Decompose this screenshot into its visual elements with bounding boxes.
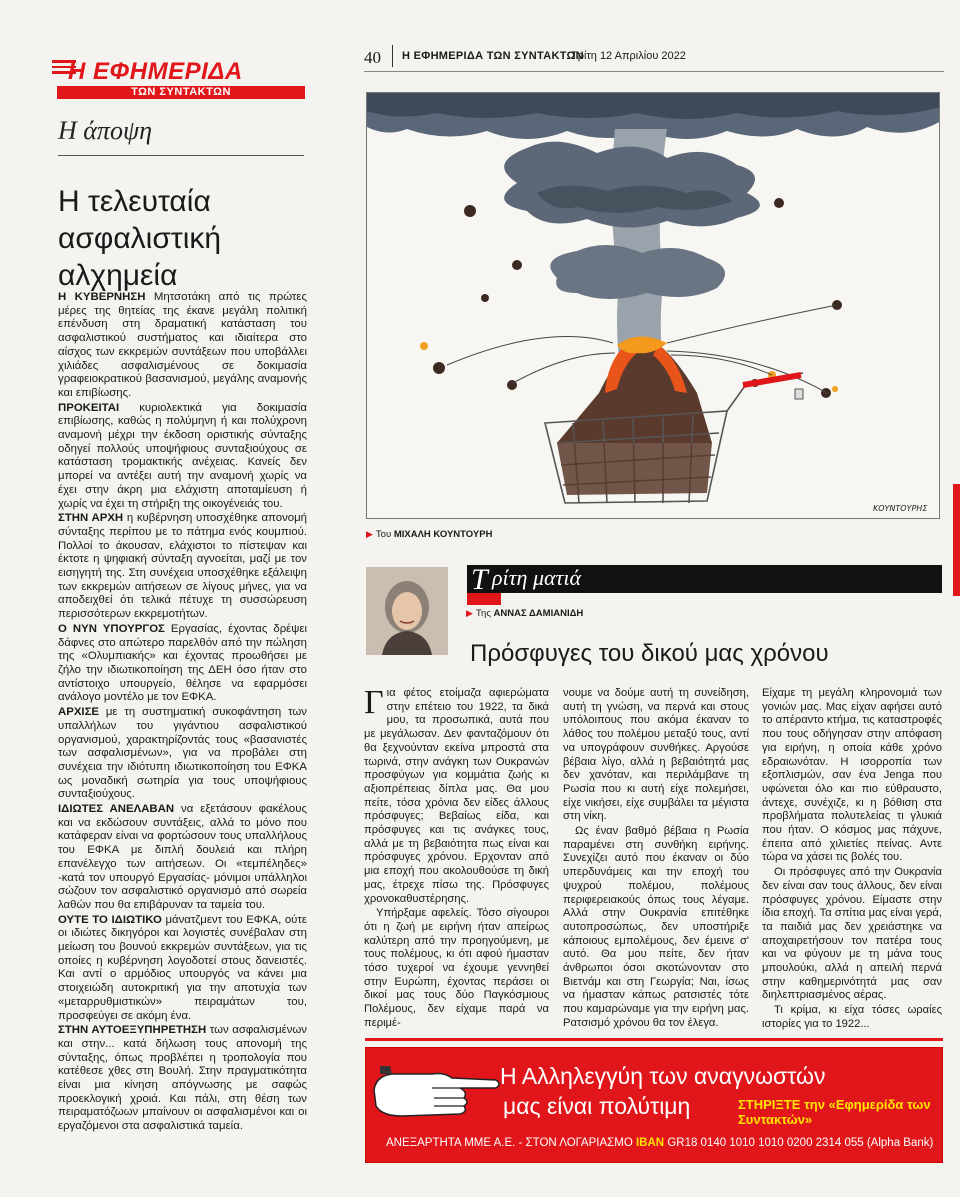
editorial-body [58, 291, 307, 1135]
author-photo [366, 567, 448, 655]
paragraph-text: να εξετάσουν φακέλους και να εκδώσουν συντάξεις, αλλά το μόνο που κατάφεραν είναι να φορτώσουν τους υπαλλήλους του ΕΦΚΑ με διπλή δουλειά και πλήρη επανέλεγχο των αιτήσεων. Οι «τεμπέληδες» -κατά τον υπουργό Εργασίας- μόνιμοι υπάλληλοι σώζουν τον ασφαλιστικό οργανισμό από σωρεία λαθών που θα επιβάρυναν τα ταμεία του. [58, 803, 307, 911]
bank-name: (Alpha Bank) [866, 1137, 934, 1149]
paragraph-text: η κυβέρνηση υποσχέθηκε απονομή σύνταξης περίπου με το πάτημα ενός κουμπιού. Πολλοί το άκουσαν, ελάχιστοι το πίστεψαν και έκτοτε η ψηφιακή σύνταξη αγνοείται, μαζί με τον εισηγητή της. Στη συνέχεια υποσχέθηκε εξάλειψη των εκκρεμών αιτήσεων σε λίγους μήνες, για να αποδειχθεί ότι τελικά πέτυχε τη συσσώρευση περισσότερων εκκρεμοτήτων. [58, 512, 307, 621]
section-title: Η άποψη [58, 116, 152, 145]
author-prefix: Της [475, 608, 491, 619]
page-edge-tab [953, 484, 960, 596]
article-paragraph [364, 684, 549, 906]
article-paragraph: Ως έναν βαθμό βέβαια η Ρωσία παραμένει στη συνθήκη ειρήνης. Συνεχίζει αυτό που έκαναν οι δύο υπερδυνάμεις και την εποχή του ψυχρού πολέμου, πολέμους περιφερειακούς όπως τους λέγαμε. Αλλά στην Ουκρανία επιτέθηκε αυτοπροσώπως, δεν υποστήριξε κάποιους εμπολέμους, δεν έμεινε σ' αυτό. Θα μου πείτε, δεν ήταν άνθρωποι όσοι σκοτώνονταν στο Βιετνάμ και στη Γεωργία; Ναι, ίσως να ήμασταν κάπως ρατσιστές τότε που καμαρώναμε για την ειρήνη μας. Ρατσισμό χρόνου θα τον έλεγα. [563, 825, 749, 1029]
header-date: Τρίτη 12 Απριλίου 2022 [571, 50, 686, 62]
ad-top-rule [365, 1038, 943, 1041]
editorial-paragraph [58, 706, 307, 802]
ad-cta[interactable]: ΣΤΗΡΙΞΤΕ την «Εφημερίδα των Συντακτών» [738, 1097, 931, 1127]
paragraph-text: Εργασίας, έχοντας δρέψει δάφνες στο απώτερο παρελθόν από την πώληση της «Ολυμπιακής» και έχοντας προωθήσει με ζήλο την ιδιωτικοποίηση της ΔΕΗ όσο ήταν στο αντίστοιχο υπουργείο, θέλησε να εφαρμόσει ανάλογο μοντέλο με τον ΕΦΚΑ. [58, 622, 307, 704]
column-author [466, 608, 583, 619]
paragraph-lead: ΟΥΤΕ ΤΟ ΙΔΙΩΤΙΚΟ [58, 913, 162, 926]
credit-name: ΜΙΧΑΛΗ ΚΟΥΝΤΟΥΡΗ [393, 529, 493, 540]
section-divider [58, 155, 304, 156]
article-paragraph: νουμε να δούμε αυτή τη συνείδηση, αυτή τη γνώση, να περνά και στους υπόλοιπους που ακόμα έκαναν το λάθος του πολέμου μεταξύ τους, αντί να υπογράφουν συνθήκες. Αργούσε βέβαια λίγο, αλλά η βεβαιότητά μας δεν χανόταν, και περιλάμβανε τη Ρωσία που κι αυτή είχε πολεμήσει, είχε νικήσει, είχε συμβάλει τα μέγιστα στη νίκη. [563, 687, 749, 823]
editorial-headline: Η τελευταία ασφαλιστική αλχημεία [58, 185, 222, 292]
drop-cap: Γ [364, 684, 384, 721]
newspaper-logo-subtitle: ΤΩΝ ΣΥΝΤΑΚΤΩΝ [57, 86, 305, 99]
editorial-paragraph [58, 512, 307, 622]
paragraph-lead: ΠΡΟΚΕΙΤΑΙ [58, 401, 120, 414]
page-number: 40 [364, 48, 381, 67]
iban-value[interactable]: GR18 0140 1010 1010 0200 2314 055 [667, 1137, 864, 1149]
column-title: ρίτη ματιά [492, 565, 582, 590]
article-column-1 [364, 684, 549, 1031]
paragraph-lead: ΣΤΗΝ ΑΡΧΗ [58, 512, 124, 525]
column-initial: Τ [471, 563, 488, 596]
header-paper-name: Η ΕΦΗΜΕΡΙΔΑ ΤΩΝ ΣΥΝΤΑΚΤΩΝ [402, 50, 584, 62]
paragraph-lead: ΙΔΙΩΤΕΣ ΑΝΕΛΑΒΑΝ [58, 803, 175, 816]
ad-account-line [386, 1137, 933, 1149]
arrow-icon: ▶ [466, 608, 473, 618]
article-paragraph: Είχαμε τη μεγάλη κληρονομιά των γονιών μας. Μας είχαν αφήσει αυτό το απέραντο κτήμα, τις καταστροφές που τους οδήγησαν στην απόφαση για ειρήνη, η οποία κάθε χρόνο εδραιωνόταν. Η ισορροπία των εξοπλισμών, σαν ένα Jenga που υφώνεται όλο και πιο εύθραυστο, άντεχε, συνέχιζε, κι η βόθιση στα προβλήματα πολυτελείας τι γλυκιά που ήταν. Ο κόσμος μας πάχυνε, έπειτα από χιλιετίες πείνας. Αντε τώρα να χάσει τις βολές του. [762, 687, 942, 864]
article-column-2 [563, 687, 749, 1031]
paragraph-lead: Η ΚΥΒΕΡΝΗΣΗ [58, 291, 146, 303]
editorial-paragraph [58, 402, 307, 512]
ad-subtitle: μας είναι πολύτιμη [503, 1093, 691, 1119]
article-paragraph: Υπήρξαμε αφελείς. Τόσο σίγουροι ότι η ζωή με ειρήνη ήταν απείρως καλύτερη από την προηγούμενη, με τους πολέμους, κι ότι αφού ήμασταν τόσο τυχεροί να έχουμε γεννηθεί στην Ευρώπη, έχοντας περάσει οι δικοί μας τους δύο Παγκόσμιους Πολέμους, δεν είχαμε παρά να περιμέ- [364, 907, 549, 1029]
header-rule [364, 71, 944, 72]
newspaper-logo: Η ΕΦΗΜΕΡΙΔΑ [68, 58, 243, 85]
paragraph-lead: Ο ΝΥΝ ΥΠΟΥΡΓΟΣ [58, 622, 165, 635]
paragraph-text: κυριολεκτικά για δοκιμασία επιβίωσης, καθώς η πολύμηνη ή και πολύχρονη αναμονή μέχρι την έκδοση οριστικής σύνταξης οδηγεί πολλούς υποψήφιους συνταξιούχους σε κατάσταση τρομακτικής ανέχειας. Κανείς δεν μπορεί να αντέξει αυτή την αναμονή χωρίς να έχει στην άκρη μια ελάχιστη αποταμίευση ή χωρίς να έχει τη στήριξη της οικογένειάς του. [58, 401, 307, 510]
paragraph-lead: ΣΤΗΝ ΑΥΤΟΕΞΥΠΗΡΕΤΗΣΗ [58, 1024, 207, 1037]
cartoon-signature: ΚΟΥΝΤΟΥΡΗΣ [873, 504, 928, 513]
article-paragraph: Οι πρόσφυγες από την Ουκρανία δεν είναι σαν τους άλλους, δεν είναι πρόσφυγες χρόνου. Είμαστε στην ίδια εποχή. Τα σπίτια μας είναι γερά, τα παιδιά μας δεν χρειάστηκε να αποχαιρετήσουν τον πατέρα τους και να φύγουν με τη μάνα τους μπουλούκι, αλλά η απειλή περνά στην καθημερινότητά μας σαν διηλεπτριασμένος αέρας. [762, 866, 942, 1002]
credit-prefix: Του [375, 529, 392, 540]
editorial-paragraph [58, 914, 307, 1024]
account-text: ΑΝΕΞΑΡΤΗΤΑ ΜΜΕ Α.Ε. - ΣΤΟΝ ΛΟΓΑΡΙΑΣΜΟ [386, 1137, 633, 1149]
paragraph-text: Μητσοτάκη από τις πρώτες μέρες της θητείας της έκανε μεγάλη πολιτική επένδυση στη δραματική κατάσταση του ασφαλιστικού συστήματος και ιδιαίτερα στο αίσχος των εκκρεμών συντάξεων που υποβάλλει χιλιάδες ασφαλισμένους σε δοκιμασία γραφειοκρατικού βασανισμού, μεγάλης αναμονής και επιβίωσης. [58, 291, 307, 399]
editorial-paragraph [58, 623, 307, 705]
ad-title: Η Αλληλεγγύη των αναγνωστών [500, 1063, 826, 1089]
arrow-icon: ▶ [366, 529, 373, 539]
cartoon-credit [366, 529, 492, 540]
paragraph-text: μάνατζμεντ του ΕΦΚΑ, ούτε οι ιδιώτες δικηγόροι και λογιστές συνέβαλαν στη μείωση του βουνού εκκρεμών συντάξεων, για τις οποίες η κυβέρνηση λογοδοτεί στους δανειστές. Και αντί ο αρμόδιος υπουργός να κάνει μια στοιχειώδη αυτοκριτική για την αποτυχία των «μεταρρυθμιστικών» πειραμάτων του, προσφεύγει σε ακόμη ένα. [58, 913, 307, 1022]
pointing-hand-icon [372, 1060, 502, 1120]
author-name: ΑΝΝΑΣ ΔΑΜΙΑΝΙΔΗ [493, 608, 584, 619]
iban-label: IBAN [635, 1137, 665, 1149]
editorial-paragraph [58, 803, 307, 913]
header-separator [392, 45, 393, 67]
volcano-cart-drawing [367, 93, 940, 519]
editorial-paragraph [58, 1024, 307, 1134]
paragraph-lead: ΑΡΧΙΣΕ [58, 706, 100, 719]
article-title: Πρόσφυγες του δικού μας χρόνου [470, 640, 829, 667]
article-column-3 [762, 687, 942, 1032]
cartoon-illustration [366, 92, 940, 519]
paragraph-text: των ασφαλισμένων και στην... κατά δήλωση τους απονομή της σύνταξης, όπως προβλέπει η τροπολογία που κατέθεσε χθες στη Βουλή. Στην πραγματικότητα είναι μια κίνηση απόγνωσης με σαφώς προεκλογική χροιά. Και πάλι, στη θέση των πειραματόζωων μπαίνουν οι ασφαλισμένοι και οι εργαζόμενοι στα ασφαλιστικά ταμεία. [58, 1024, 307, 1133]
editorial-paragraph [58, 291, 307, 401]
paragraph-text: με τη συστηματική συκοφάντηση των υπαλλήλων του γιγάντιου ασφαλιστικού οργανισμού, χαρακτηρίζοντάς τους «βασανιστές των ασφαλισμένων», για να προβάλει στη συνέχεια την ιδιότυπη ιδιωτικοποίηση του ΕΦΚΑ ως μοναδική σωτηρία για τους υποψήφιους συνταξιούχους. [58, 706, 307, 801]
article-paragraph: Τι κρίμα, κι είχα τόσες ωραίες ιστορίες για το 1922... [762, 1004, 942, 1030]
paragraph-text: ια φέτος ετοίμαζα αφιερώματα στην επέτειο του 1922, τα δικά μου, τα προσωπικά, αυτά που με μεγάλωσαν. Δεν φανταζόμουν ότι θα ξεχνούνταν εκείνα μπροστά στα τωρινά, στην ανάγκη των Ουκρανών προσφύγων για κομμάτια ζωής κι αξιοπρέπειας δίπλα μας. Θα μου πείτε, τόσα χρόνια δεν είδες άλλους πρόσφυγες; Βεβαίως είδα, και πρόσφυγες και τις ανάγκες τους, αλλά με τη βεβαιότητα πως είναι και πρόσφυγες χρόνου. Ερχονταν από μια εποχή που ακολουθούσε τη δική μας, έτρεχε πίσω της. Πρόσφυγες χρονοκαθυστέρησης. [364, 687, 549, 905]
